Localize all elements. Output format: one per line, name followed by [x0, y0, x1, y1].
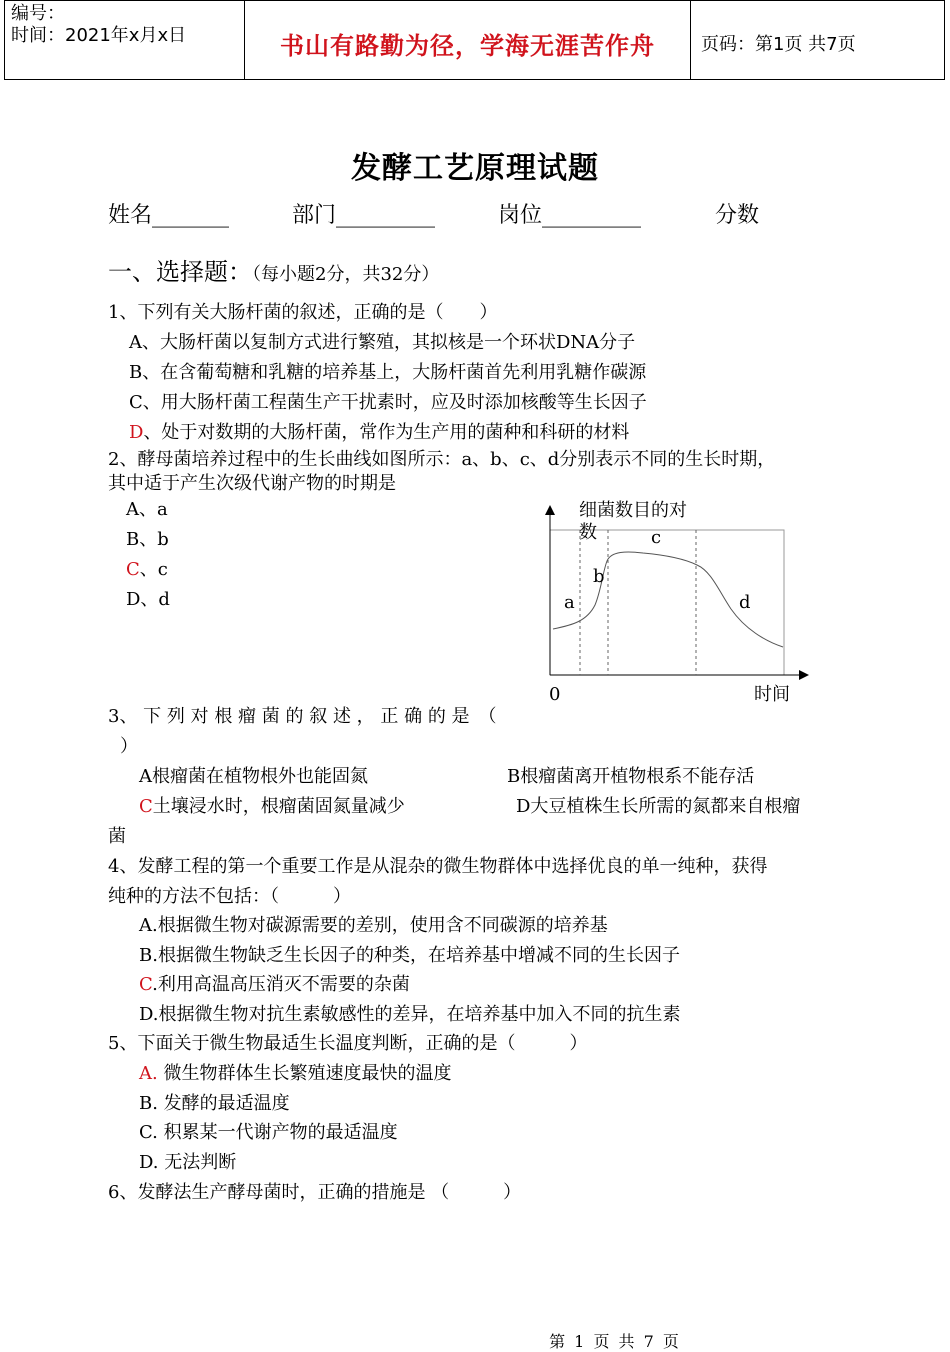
q1-stem: 1、下列有关大肠杆菌的叙述，正确的是（ ）: [108, 302, 498, 323]
q3-option-d-line1: D大豆植株生长所需的氮都来自根瘤: [516, 796, 801, 817]
page-header: [4, 0, 945, 80]
field-name: 姓名_______: [108, 203, 230, 228]
q3-option-d-line2: 菌: [108, 826, 126, 847]
q2-stem-line2: 其中适于产生次级代谢产物的时期是: [108, 473, 396, 494]
q4-option-d: D.根据微生物对抗生素敏感性的差异，在培养基中加入不同的抗生素: [139, 1004, 681, 1025]
option-text: 微生物群体生长繁殖速度最快的温度: [157, 1063, 452, 1084]
phase-label-c: c: [651, 527, 662, 548]
field-dept: 部门_________: [292, 203, 436, 228]
answer-mark: C: [139, 974, 153, 995]
answer-mark: D: [129, 422, 144, 443]
field-post: 岗位_________: [498, 203, 642, 228]
q3-option-a: A根瘤菌在植物根外也能固氮: [139, 766, 368, 787]
q4-stem-line2: 纯种的方法不包括：（ ）: [108, 886, 351, 907]
q5-option-c: C. 积累某一代谢产物的最适温度: [139, 1122, 398, 1143]
q4-stem-line1: 4、发酵工程的第一个重要工作是从混杂的微生物群体中选择优良的单一纯种，获得: [108, 856, 768, 877]
phase-label-b: b: [593, 566, 605, 587]
phase-label-a: a: [564, 592, 575, 613]
section-note: （每小题2分，共32分）: [252, 264, 440, 285]
option-text: 、处于对数期的大肠杆菌，常作为生产用的菌种和科研的材料: [143, 422, 630, 443]
growth-curve-diagram: [535, 495, 820, 710]
field-score: 分数: [715, 203, 760, 228]
page-footer: 第 1 页 共 7 页: [549, 1332, 681, 1351]
origin-label: 0: [549, 684, 561, 705]
header-meta: [5, 1, 245, 79]
phase-label-d: d: [739, 592, 751, 613]
q1-option-c: C、用大肠杆菌工程菌生产干扰素时，应及时添加核酸等生长因子: [129, 392, 647, 413]
q4-option-c: [139, 974, 410, 996]
y-axis-label-line1: 细菌数目的对: [579, 500, 687, 521]
q5-option-d: D. 无法判断: [139, 1152, 237, 1173]
x-axis-label: 时间: [754, 684, 790, 705]
q1-option-d: [129, 422, 629, 444]
q1-option-b: B、在含葡萄糖和乳糖的培养基上，大肠杆菌首先利用乳糖作碳源: [129, 362, 647, 383]
header-page-label: 页码：第1页 共7页: [701, 34, 856, 55]
q3-option-c: [139, 796, 405, 818]
option-text: 土壤浸水时，根瘤菌固氮量减少: [152, 796, 405, 817]
q2-option-d: D、d: [126, 589, 170, 610]
answer-mark: C: [139, 796, 153, 817]
q3-stem-line2: ）: [120, 736, 138, 757]
q5-option-a: [139, 1063, 451, 1085]
header-slogan: 书山有路勤为径，学海无涯苦作舟: [245, 1, 691, 79]
q1-option-a: A、大肠杆菌以复制方式进行繁殖，其拟核是一个环状DNA分子: [129, 332, 636, 353]
answer-mark: A.: [139, 1063, 158, 1084]
answer-mark: C: [126, 559, 140, 580]
q2-option-a: A、a: [126, 499, 168, 520]
section-heading: 一、选择题：: [108, 258, 252, 286]
document-title: 发酵工艺原理试题: [351, 151, 599, 186]
number-label: 编号：: [11, 3, 65, 24]
q4-option-a: A.根据微生物对碳源需要的差别，使用含不同碳源的培养基: [139, 915, 608, 936]
q6-stem: 6、发酵法生产酵母菌时，正确的措施是 （ ）: [108, 1182, 522, 1203]
time-label: 时间：2021年x月x日: [11, 25, 187, 46]
q4-option-b: B.根据微生物缺乏生长因子的种类，在培养基中增减不同的生长因子: [139, 945, 680, 966]
q2-stem-line1: 2、酵母菌培养过程中的生长曲线如图所示：a、b、c、d分别表示不同的生长时期，: [108, 449, 776, 470]
option-text: .利用高温高压消灭不需要的杂菌: [152, 974, 410, 995]
q3-option-b: B根瘤菌离开植物根系不能存活: [507, 766, 755, 787]
q2-option-b: B、b: [126, 529, 169, 550]
x-axis-arrow: [799, 670, 809, 680]
q3-stem-line1: 3、 下 列 对 根 瘤 菌 的 叙 述 ， 正 确 的 是 （: [108, 706, 497, 727]
y-axis-arrow: [545, 505, 555, 515]
q5-option-b: B. 发酵的最适温度: [139, 1093, 290, 1114]
q5-stem: 5、下面关于微生物最适生长温度判断，正确的是（ ）: [108, 1033, 588, 1054]
y-axis-label-line2: 数: [579, 522, 597, 543]
q2-option-c: [126, 559, 168, 581]
option-text: 、c: [139, 559, 168, 580]
section-title: [108, 258, 439, 289]
